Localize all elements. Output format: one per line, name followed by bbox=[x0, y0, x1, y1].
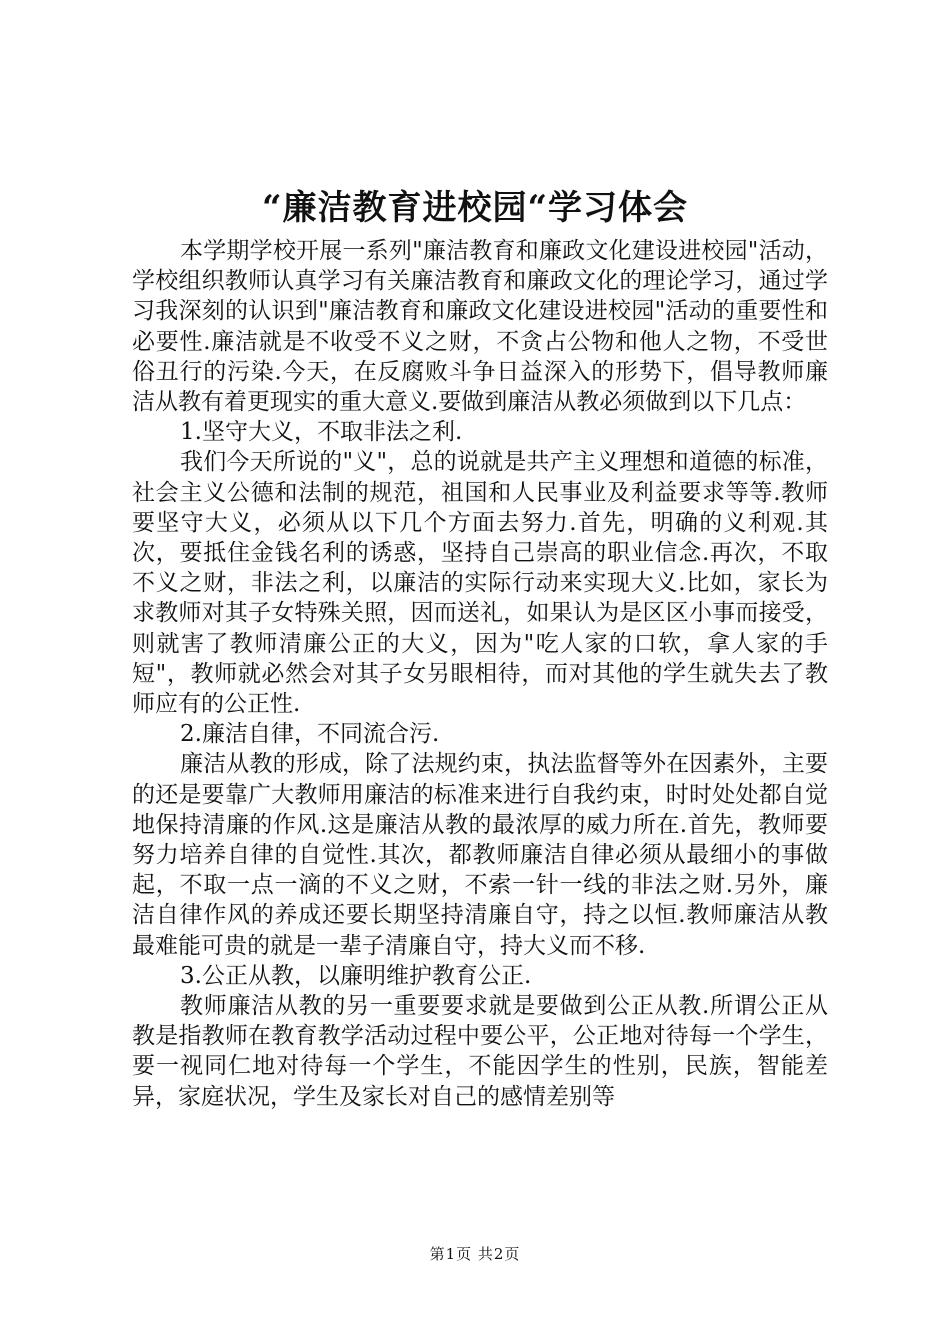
heading-point-2: 2.廉洁自律，不同流合污. bbox=[180, 721, 440, 748]
heading-point-1: 1.坚守大义，不取非法之利. bbox=[180, 419, 463, 446]
document-title: “廉洁教育进校园“学习体会 bbox=[261, 188, 689, 228]
heading-point-3: 3.公正从教，以廉明维护教育公正. bbox=[180, 962, 532, 989]
paragraph-point-2: 廉洁从教的形成，除了法规约束，执法监督等外在因素外，主要的还是要靠广大教师用廉洁的标准来进行自我约束，时时处处都自觉地保持清廉的作风.这是廉洁从教的最浓厚的威力所在.首先，教师要努力培养自律的自觉性.其次，都教师廉洁自律必须从最细小的事做起，不取一点一滴的不义之财，不索一针一线的非法之财.另外，廉洁自律作风的养成还要长期坚持清廉自守，持之以恒.教师廉洁从教最难能可贵的就是一辈子清廉自守，持大义而不移. bbox=[132, 751, 828, 959]
paragraph-intro: 本学期学校开展一系列"廉洁教育和廉政文化建设进校园"活动，学校组织教师认真学习有关廉洁教育和廉政文化的理论学习，通过学习我深刻的认识到"廉洁教育和廉政文化建设进校园"活动的重要性和必要性.廉洁就是不收受不义之财，不贪占公物和他人之物，不受世俗丑行的污染.今天，在反腐败斗争日益深入的形势下，倡导教师廉洁从教有着更现实的重大意义.要做到廉洁从教必须做到以下几点： bbox=[132, 238, 828, 416]
document-body bbox=[132, 236, 828, 1112]
paragraph-point-3: 教师廉洁从教的另一重要要求就是要做到公正从教.所谓公正从教是指教师在教育教学活动过程中要公平，公正地对待每一个学生，要一视同仁地对待每一个学生，不能因学生的性别，民族，智能差异，家庭状况，学生及家长对自己的感情差别等 bbox=[132, 993, 828, 1110]
paragraph-point-1: 我们今天所说的"义"，总的说就是共产主义理想和道德的标准，社会主义公德和法制的规范，祖国和人民事业及利益要求等等.教师要坚守大义，必须从以下几个方面去努力.首先，明确的义利观.其次，要抵住金钱名利的诱惑，坚持自己崇高的职业信念.再次，不取不义之财，非法之利，以廉洁的实际行动来实现大义.比如，家长为求教师对其子女特殊关照，因而送礼，如果认为是区区小事而接受，则就害了教师清廉公正的大义，因为"吃人家的口软，拿人家的手短"，教师就必然会对其子女另眼相待，而对其他的学生就失去了教师应有的公正性. bbox=[132, 449, 828, 718]
page-number-footer: 第1页 共2页 bbox=[429, 1245, 521, 1263]
